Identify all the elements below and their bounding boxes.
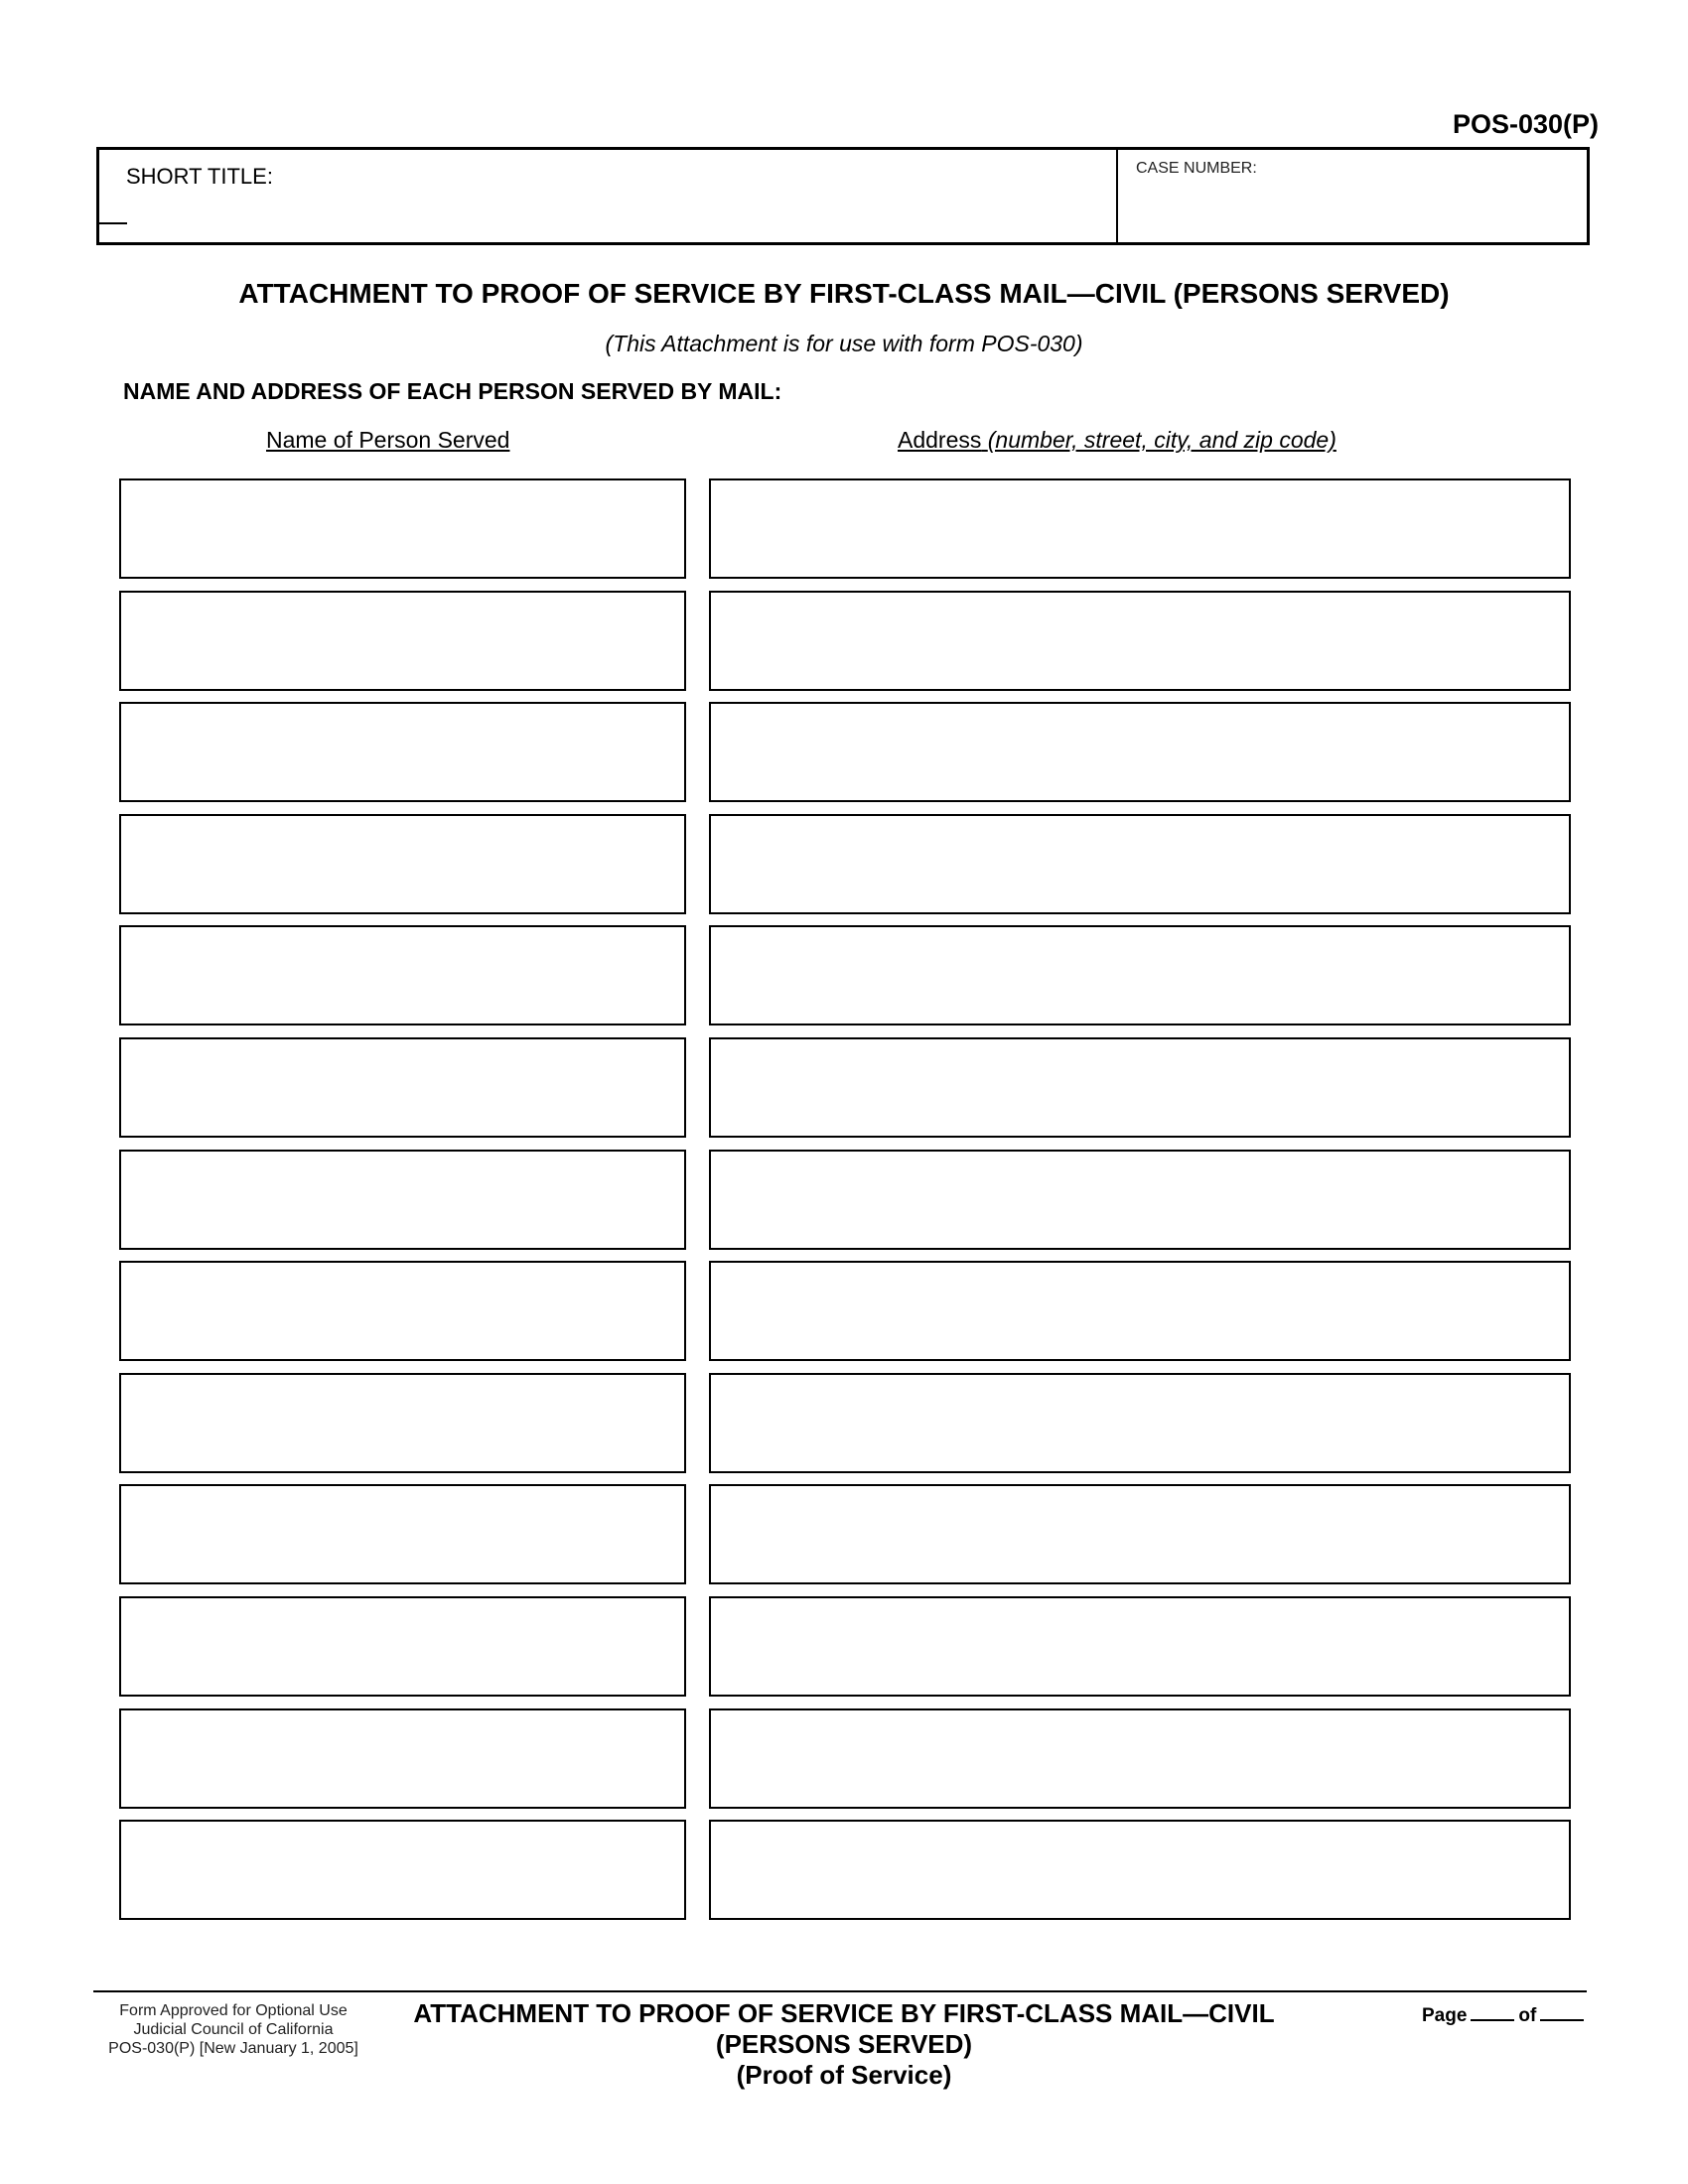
page-total-blank[interactable] xyxy=(1540,2003,1584,2021)
person-name-field[interactable] xyxy=(119,478,686,579)
column-header-name: Name of Person Served xyxy=(266,427,510,453)
person-address-field[interactable] xyxy=(709,1708,1571,1809)
of-label: of xyxy=(1518,2005,1537,2026)
person-address-field[interactable] xyxy=(709,1596,1571,1697)
person-name-field[interactable] xyxy=(119,1261,686,1361)
footer-title-line: (PERSONS SERVED) xyxy=(715,2029,973,2059)
page-number xyxy=(1422,2003,1588,2027)
person-address-field[interactable] xyxy=(709,702,1571,802)
page-label: Page xyxy=(1422,2005,1468,2026)
column-header-address-prefix: Address xyxy=(898,427,982,453)
approval-line: POS-030(P) [New January 1, 2005] xyxy=(108,2040,358,2057)
person-name-field[interactable] xyxy=(119,1596,686,1697)
person-name-field[interactable] xyxy=(119,1037,686,1138)
person-address-field[interactable] xyxy=(709,1484,1571,1584)
person-address-field[interactable] xyxy=(709,1150,1571,1250)
person-name-field[interactable] xyxy=(119,702,686,802)
column-header-address xyxy=(898,427,1336,454)
footer-title xyxy=(357,1998,1331,2091)
case-number-field[interactable] xyxy=(1120,150,1587,242)
footer-title-line: (Proof of Service) xyxy=(736,2060,952,2090)
form-id: POS-030(P) xyxy=(1452,109,1599,139)
person-address-field[interactable] xyxy=(709,478,1571,579)
section-heading: NAME AND ADDRESS OF EACH PERSON SERVED BY MAIL: xyxy=(123,378,782,404)
person-name-field[interactable] xyxy=(119,591,686,691)
person-name-field[interactable] xyxy=(119,925,686,1025)
column-header-address-detail: (number, street, city, and zip code) xyxy=(987,427,1336,453)
footer-title-line: ATTACHMENT TO PROOF OF SERVICE BY FIRST-CLASS MAIL—CIVIL xyxy=(413,1998,1275,2028)
person-name-field[interactable] xyxy=(119,1373,686,1473)
footer-approval xyxy=(89,2001,377,2058)
form-title: ATTACHMENT TO PROOF OF SERVICE BY FIRST-CLASS MAIL—CIVIL (PERSONS SERVED) xyxy=(238,278,1450,309)
person-address-field[interactable] xyxy=(709,591,1571,691)
short-title-field[interactable] xyxy=(99,150,1118,242)
form-subtitle: (This Attachment is for use with form POS-030) xyxy=(605,331,1083,356)
person-address-field[interactable] xyxy=(709,1261,1571,1361)
short-title-label: SHORT TITLE: xyxy=(126,164,273,189)
footer-divider xyxy=(93,1990,1587,1992)
short-title-marker xyxy=(99,222,127,224)
person-name-field[interactable] xyxy=(119,1150,686,1250)
person-address-field[interactable] xyxy=(709,814,1571,914)
person-name-field[interactable] xyxy=(119,1484,686,1584)
person-name-field[interactable] xyxy=(119,1820,686,1920)
person-address-field[interactable] xyxy=(709,925,1571,1025)
page-number-blank[interactable] xyxy=(1471,2003,1514,2021)
approval-line: Judicial Council of California xyxy=(133,2021,334,2038)
case-number-label: CASE NUMBER: xyxy=(1136,160,1257,177)
person-name-field[interactable] xyxy=(119,1708,686,1809)
approval-line: Form Approved for Optional Use xyxy=(119,2002,348,2019)
person-name-field[interactable] xyxy=(119,814,686,914)
person-address-field[interactable] xyxy=(709,1820,1571,1920)
person-address-field[interactable] xyxy=(709,1037,1571,1138)
caption-box xyxy=(96,147,1590,245)
person-address-field[interactable] xyxy=(709,1373,1571,1473)
